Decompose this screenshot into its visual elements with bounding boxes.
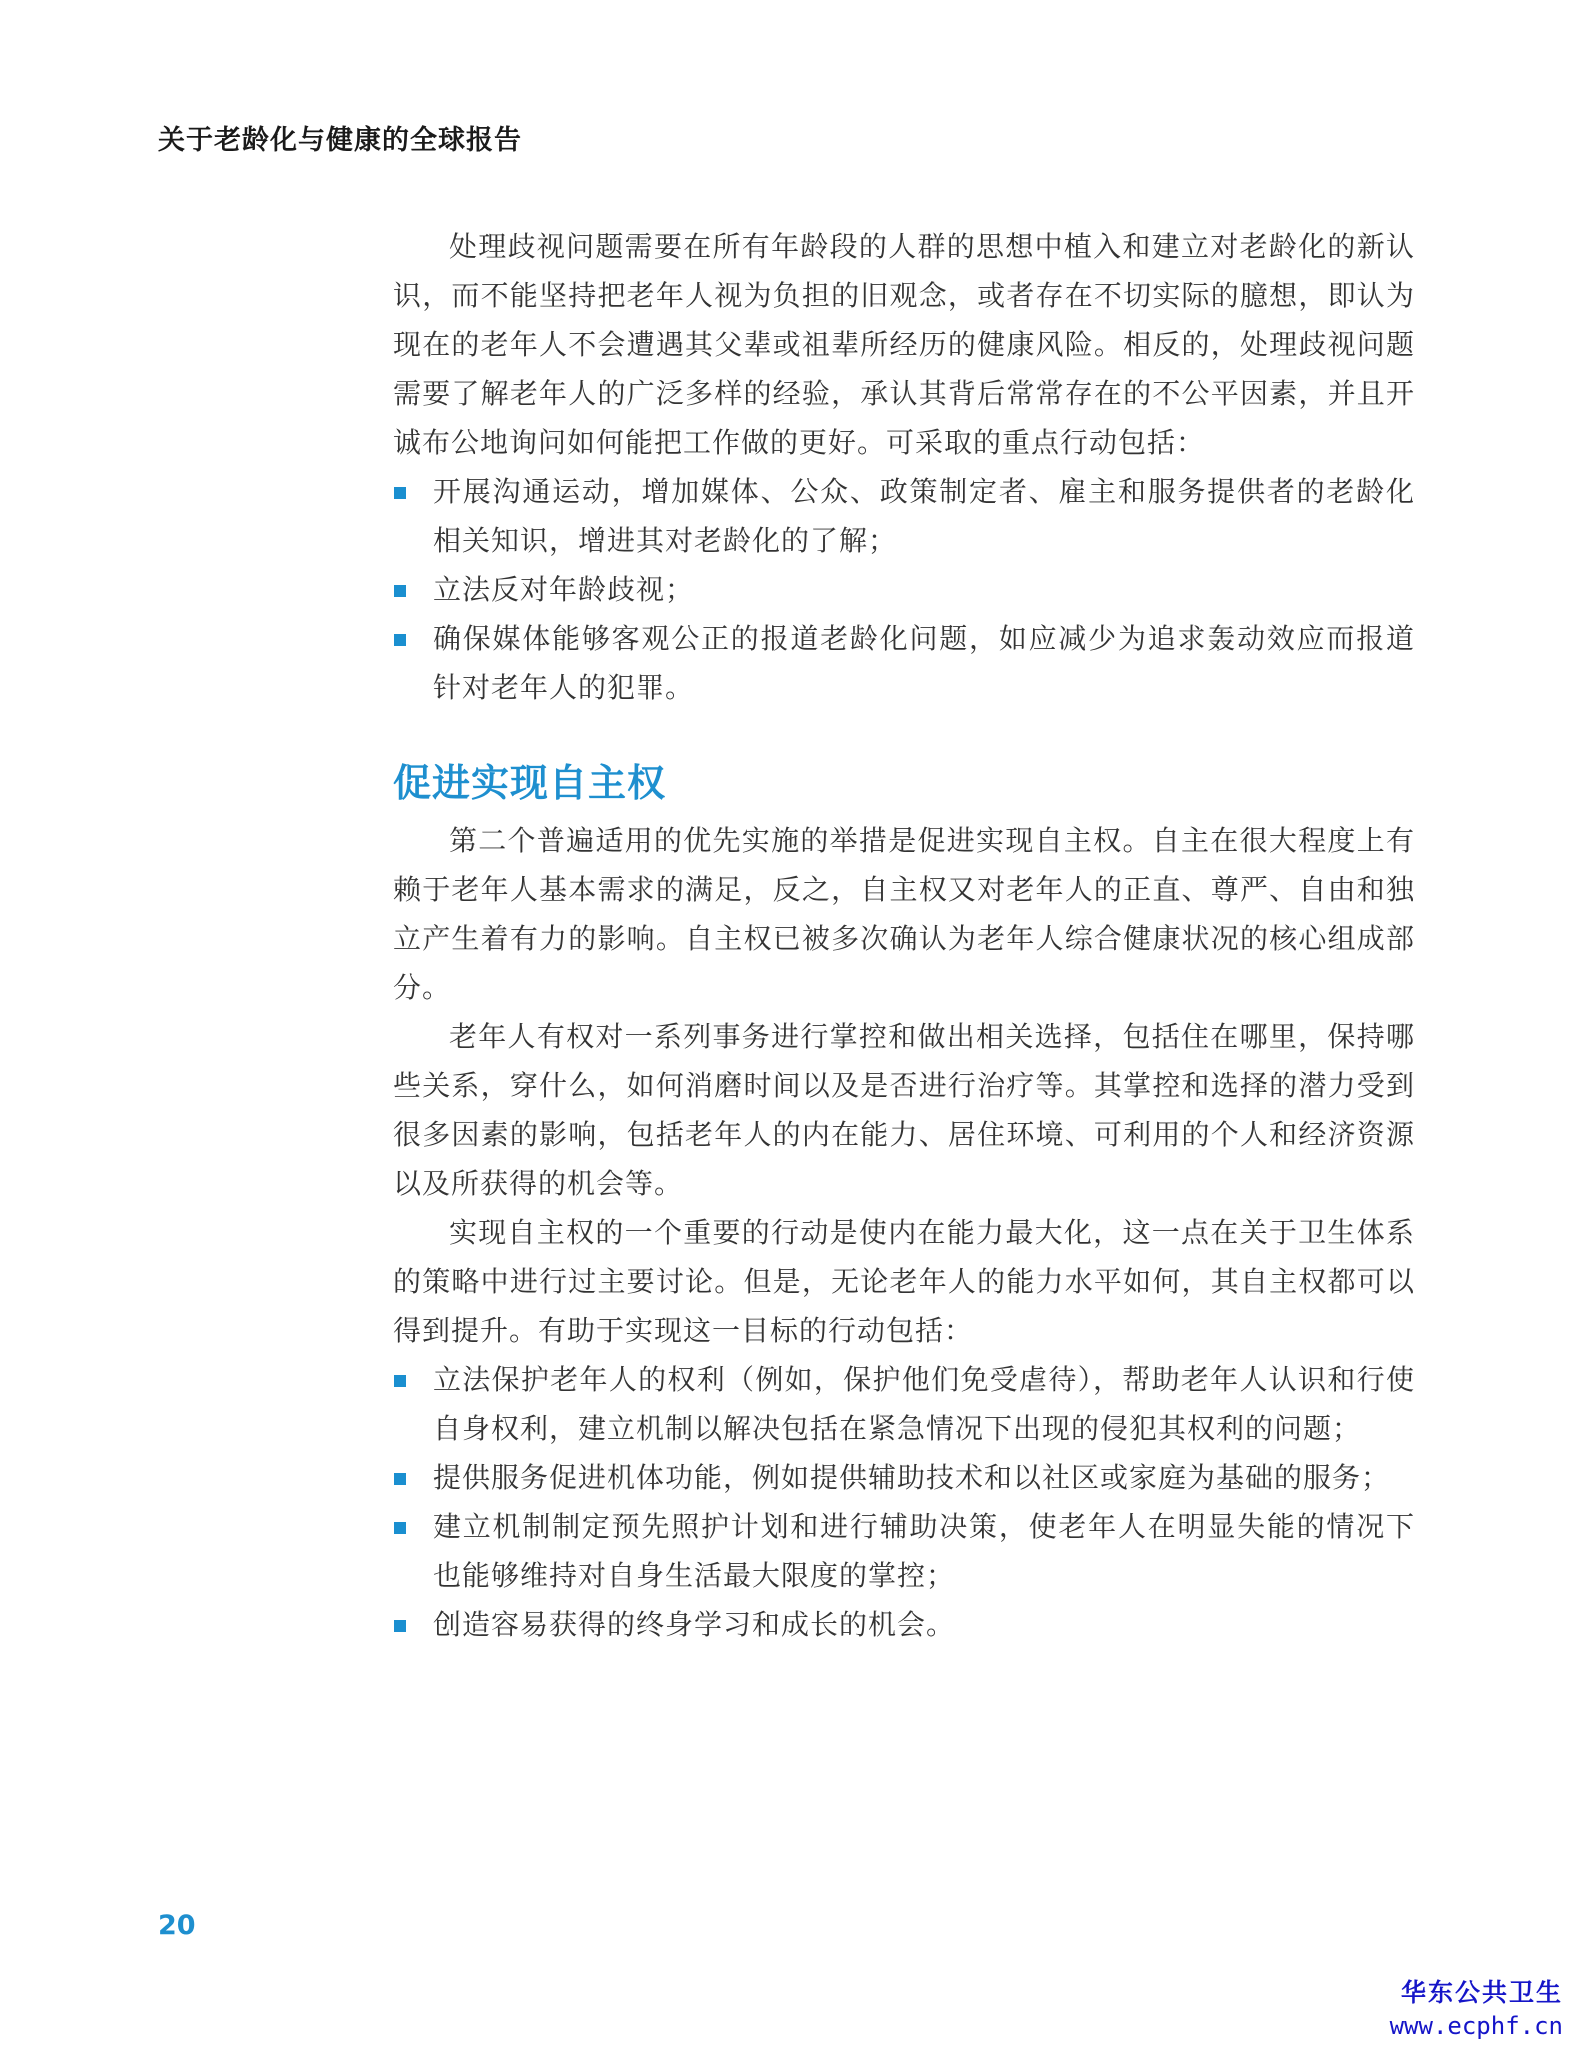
bullet-text: 立法保护老年人的权利（例如，保护他们免受虐待），帮助老年人认识和行使自身权利，建立机制以解决包括在紧急情况下出现的侵犯其权利的问题； <box>433 1363 1415 1445</box>
intro-bullet-list <box>393 467 1415 712</box>
bullet-text: 确保媒体能够客观公正的报道老龄化问题，如应减少为追求轰动效应而报道针对老年人的犯罪。 <box>433 622 1415 704</box>
list-item <box>393 1502 1415 1600</box>
bullet-text: 立法反对年龄歧视； <box>433 573 695 606</box>
list-item <box>393 467 1415 565</box>
section-paragraph: 第二个普遍适用的优先实施的举措是促进实现自主权。自主在很大程度上有赖于老年人基本需求的满足，反之，自主权又对老年人的正直、尊严、自由和独立产生着有力的影响。自主权已被多次确认为老年人综合健康状况的核心组成部分。 <box>393 824 1415 1004</box>
bullet-text: 开展沟通运动，增加媒体、公众、政策制定者、雇主和服务提供者的老龄化相关知识，增进其对老龄化的了解； <box>433 475 1415 557</box>
intro-paragraph: 处理歧视问题需要在所有年龄段的人群的思想中植入和建立对老龄化的新认识，而不能坚持把老年人视为负担的旧观念，或者存在不切实际的臆想，即认为现在的老年人不会遭遇其父辈或祖辈所经历的健康风险。相反的，处理歧视问题需要了解老年人的广泛多样的经验，承认其背后常常存在的不公平因素，并且开诚布公地询问如何能把工作做的更好。可采取的重点行动包括： <box>393 230 1415 459</box>
section-heading: 促进实现自主权 <box>393 761 667 805</box>
square-bullet-icon <box>394 1522 406 1534</box>
bullet-text: 创造容易获得的终身学习和成长的机会。 <box>433 1608 956 1641</box>
running-header: 关于老龄化与健康的全球报告 <box>158 125 522 156</box>
square-bullet-icon <box>394 585 406 597</box>
list-item <box>393 565 1415 614</box>
square-bullet-icon <box>394 1375 406 1387</box>
main-content <box>393 222 1415 1649</box>
list-item <box>393 1600 1415 1649</box>
list-item <box>393 614 1415 712</box>
list-item <box>393 1355 1415 1453</box>
watermark-name: 华东公共卫生 <box>1400 1978 1563 2007</box>
bullet-text: 提供服务促进机体功能，例如提供辅助技术和以社区或家庭为基础的服务； <box>433 1461 1391 1494</box>
square-bullet-icon <box>394 1620 406 1632</box>
square-bullet-icon <box>394 1473 406 1485</box>
square-bullet-icon <box>394 634 406 646</box>
watermark <box>1390 1976 1563 2042</box>
section-paragraph: 老年人有权对一系列事务进行掌控和做出相关选择，包括住在哪里，保持哪些关系，穿什么，如何消磨时间以及是否进行治疗等。其掌控和选择的潜力受到很多因素的影响，包括老年人的内在能力、居住环境、可利用的个人和经济资源以及所获得的机会等。 <box>393 1020 1415 1200</box>
bullet-text: 建立机制制定预先照护计划和进行辅助决策，使老年人在明显失能的情况下也能够维持对自身生活最大限度的掌控； <box>433 1510 1415 1592</box>
watermark-url: www.ecphf.cn <box>1389 2012 1563 2040</box>
square-bullet-icon <box>394 487 406 499</box>
page-number: 20 <box>158 1910 196 1941</box>
section-bullet-list <box>393 1355 1415 1649</box>
list-item <box>393 1453 1415 1502</box>
section-paragraph: 实现自主权的一个重要的行动是使内在能力最大化，这一点在关于卫生体系的策略中进行过主要讨论。但是，无论老年人的能力水平如何，其自主权都可以得到提升。有助于实现这一目标的行动包括： <box>393 1216 1415 1347</box>
